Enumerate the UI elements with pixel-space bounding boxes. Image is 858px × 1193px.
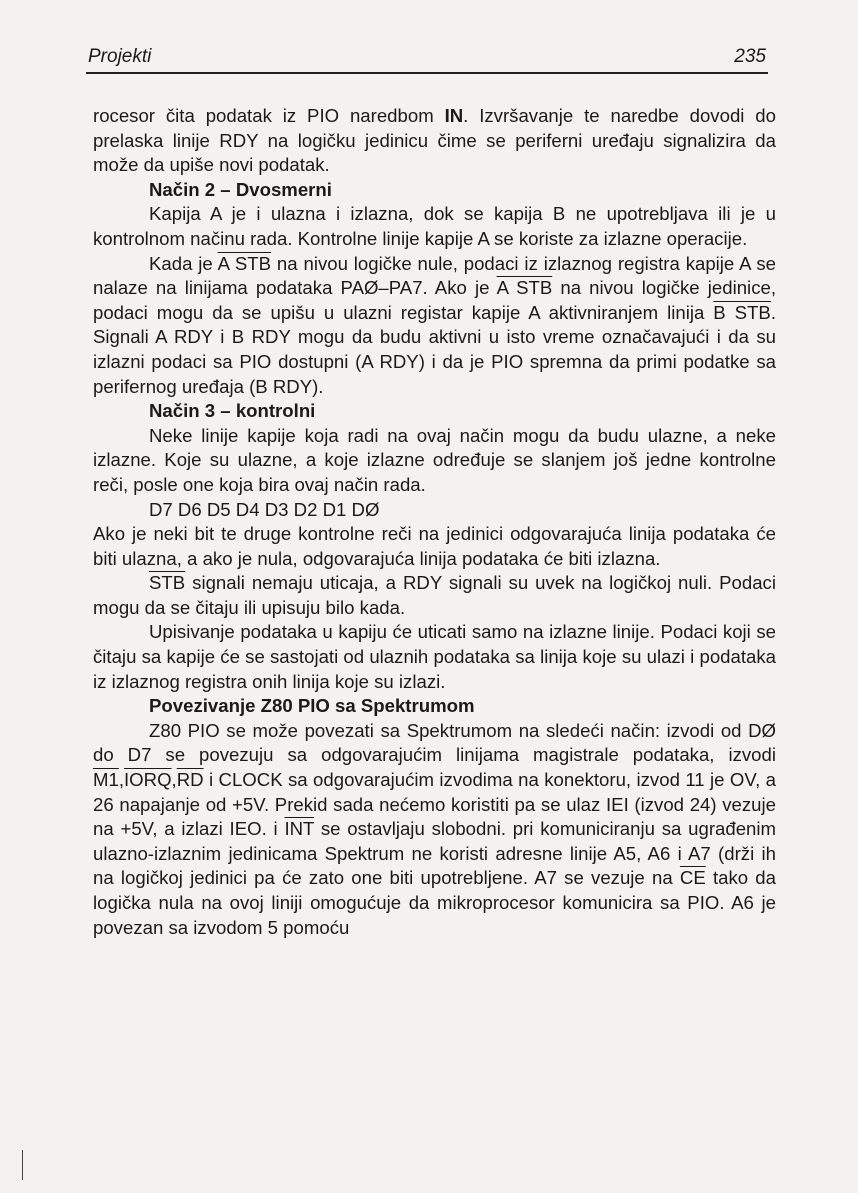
text-run: Ako je neki bit te druge kontrolne reči na jedinici odgovarajuća linija podataka će biti ulazna, a ako je nula, odgovarajuća linija podataka će biti izlazna. xyxy=(93,523,776,569)
paragraph xyxy=(93,104,776,178)
text-run: Kada je xyxy=(149,252,218,274)
paragraph xyxy=(93,719,776,940)
text-run: , xyxy=(118,769,125,791)
signal-name: $\overline{STB}$ xyxy=(149,572,186,594)
paragraph xyxy=(93,522,776,571)
keyword: IN xyxy=(444,105,464,126)
signal-name: M1 xyxy=(93,769,119,791)
text-run: D7 D6 D5 D4 D3 D2 D1 DØ xyxy=(149,498,380,520)
text-run: Neke linije kapije koja radi na ovaj način mogu da budu ulazne, a neke izlazne. Koje su ulazne, a koje izlazne određuje se slanjem još jedne kontrolne reči, posle one koja bira ovaj način rada. xyxy=(93,424,776,495)
signal-name: $\overline{CE}$ xyxy=(679,867,706,889)
text-run: . Signali A RDY i B RDY mogu da budu aktivni u isto vreme označavajući i da su izlazni podaci sa PIO dostupni (A RDY) i da je PIO spremna da primi podatke sa perifernog uređaja (B RDY). xyxy=(93,301,776,397)
paragraph xyxy=(93,424,776,498)
paragraph xyxy=(93,498,776,523)
signal-name: $\overline{RD}$ xyxy=(176,769,204,791)
paragraph xyxy=(93,620,776,694)
signal-name: A STB xyxy=(496,277,553,299)
page-body xyxy=(93,104,776,940)
signal-name: IORQ xyxy=(124,769,172,791)
signal-name: B STB xyxy=(713,301,771,323)
section-heading xyxy=(93,694,776,719)
text-run: se ostavljaju slobodni. pri komuniciranju sa ugrađenim ulazno-izlaznim jedinicama Spektrum ne koristi adresne linije A5, A6 i A7 (drži ih na logičkoj jedinici pa će zato one biti upotrebljene. A7 se vezuje na xyxy=(93,818,776,889)
signal-name: $\overline{INT}$ xyxy=(284,818,315,840)
text-run: tako da logička nula na ovoj liniji omogućuje da mikroprocesor komunicira sa PIO. A6 je povezan sa izvodom 5 pomoću xyxy=(93,867,776,938)
text-run: Upisivanje podataka u kapiju će uticati samo na izlazne linije. Podaci koji se čitaju sa kapije će se sastojati od ulaznih podataka sa linija koje su ulazi i podataka iz izlaznog registra onih linija koje su izlazi. xyxy=(93,621,776,692)
section-heading xyxy=(93,178,776,203)
text-run: i CLOCK sa odgovarajućim izvodima na konektoru, izvod 11 je OV, a 26 napajanje od +5V. Prekid sada nećemo koristiti pa se ulaz IEI (izvod 24) vezuje na +5V, a izlazi IEO. i xyxy=(93,769,776,840)
text-run: rocesor čita podatak iz PIO naredbom xyxy=(93,105,445,126)
page-number: 235 xyxy=(734,46,766,67)
text-run: signali nemaju uticaja, a RDY signali su uvek na logičkoj nuli. Podaci mogu da se čitaju ili upisuju bilo kada. xyxy=(93,572,776,618)
text-run: na nivou logičke jedinice, podaci mogu da se upišu u ulazni registar kapije A aktivniranjem linija xyxy=(93,277,776,323)
text-run: Način 3 – kontrolni xyxy=(149,400,316,422)
paragraph xyxy=(93,252,776,400)
text-run: Način 2 – Dvosmerni xyxy=(149,178,332,200)
text-run: Kapija A je i ulazna i izlazna, dok se kapija B ne upotrebljava ili je u kontrolnom načinu rada. Kontrolne linije kapije A se koriste za izlazne operacije. xyxy=(93,203,776,249)
section-heading xyxy=(93,399,776,424)
page-header xyxy=(86,42,768,74)
text-run: na nivou logičke nule, podaci iz izlaznog registra kapije A se nalaze na linijama podataka PAØ–PA7. Ako je xyxy=(93,252,777,299)
text-run: , xyxy=(171,769,177,791)
page-edge-mark xyxy=(22,1150,23,1180)
text-run: . Izvršavanje te naredbe dovodi do prelaska linije RDY na logičku jedinicu čime se periferni uređaju signalizira da može da upiše novi podatak. xyxy=(93,105,776,176)
signal-name: A STB xyxy=(217,252,272,274)
text-run: Z80 PIO se može povezati sa Spektrumom na sledeći način: izvodi od DØ do D7 se povezuju sa odgovarajućim linijama magistrale podataka, izvodi xyxy=(93,719,776,766)
paragraph xyxy=(93,202,776,251)
paragraph xyxy=(93,571,776,620)
text-run: Povezivanje Z80 PIO sa Spektrumom xyxy=(149,695,475,717)
running-title: Projekti xyxy=(88,46,152,67)
